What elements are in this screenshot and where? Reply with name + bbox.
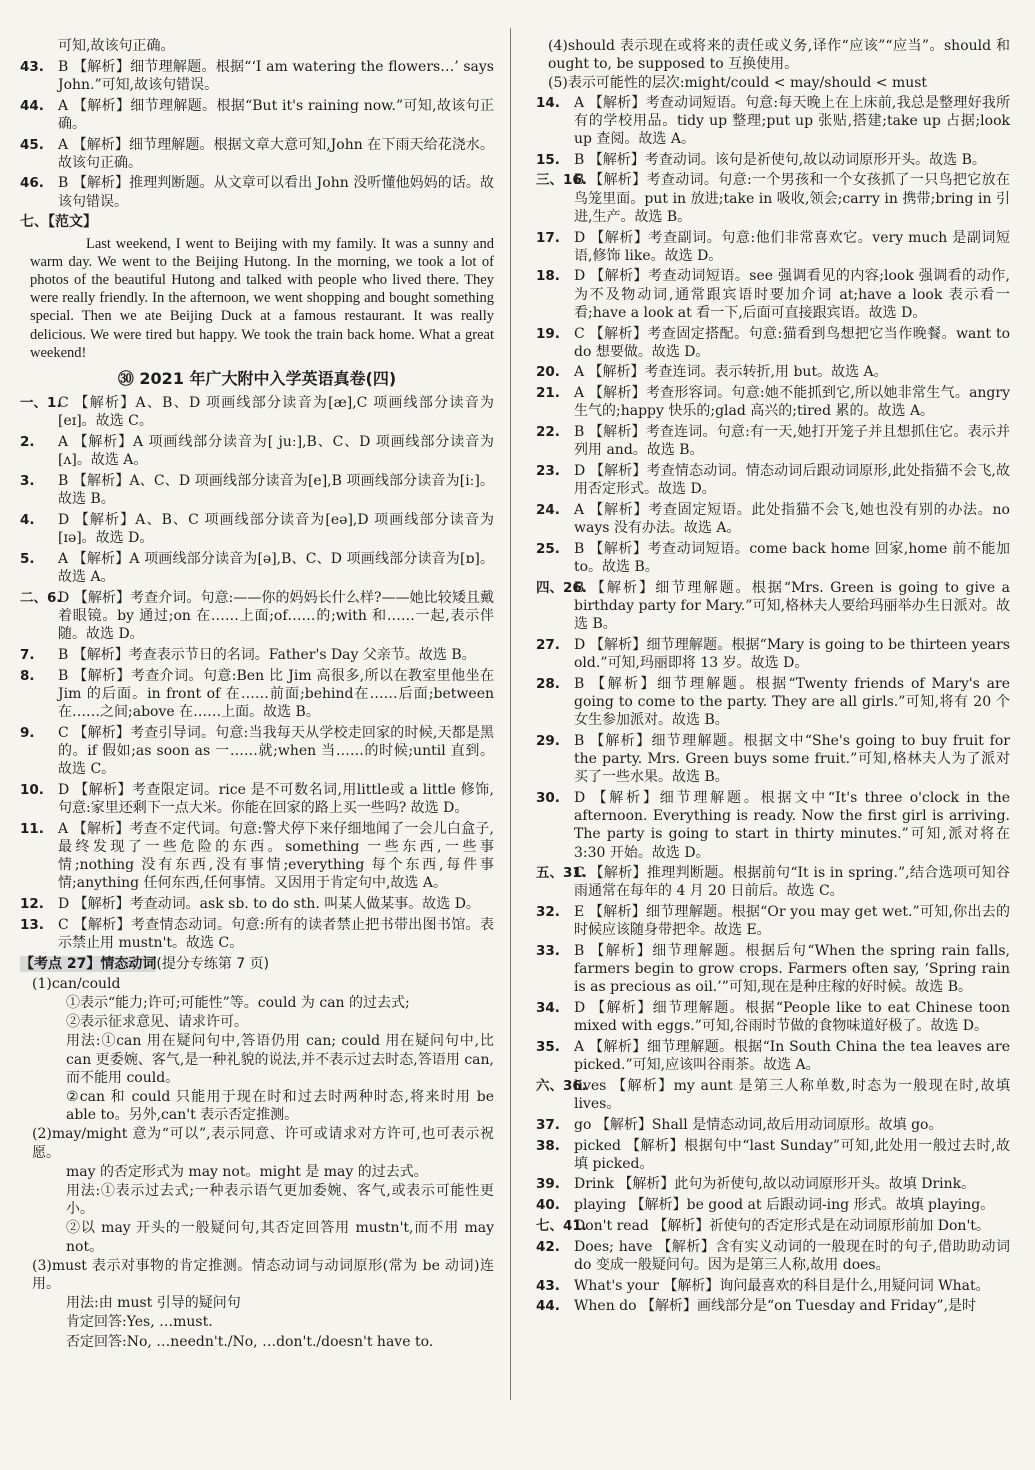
item-text: B 【解析】推理判断题。从文章可以看出 John 没听懂他妈妈的话。故该句错误。	[58, 175, 494, 210]
knowledge-point-note: (提分专练第 7 页)	[156, 955, 270, 972]
knowledge-point-line: (5)表示可能性的层次:might/could < may/should < must	[548, 75, 928, 92]
item-number: 五、31.	[536, 865, 587, 882]
item-number: 32.	[536, 904, 560, 921]
item-number: 14.	[536, 94, 560, 111]
item-number: 30.	[536, 789, 560, 806]
answer-item	[536, 675, 1010, 730]
section-heading: 七、【范文】	[20, 214, 97, 231]
knowledge-point-line: may 的否定形式为 may not。might 是 may 的过去式。	[66, 1163, 428, 1180]
item-number: 20.	[536, 364, 560, 381]
knowledge-point-label: 【考点 27】情态动词	[20, 955, 157, 972]
item-text: B 【解析】细节理解题。根据“Twenty friends of Mary's are going to come to the party. They are all girls.”可知,将有 20 个女生参加派对。故选 B。	[574, 675, 1010, 729]
answer-item	[536, 171, 1010, 226]
item-number: 28.	[536, 675, 560, 692]
item-text: What's your 【解析】询问最喜欢的科目是什么,用疑问词 What。	[574, 1277, 990, 1294]
answer-item	[536, 540, 1010, 576]
item-number: 25.	[536, 540, 560, 557]
answer-item	[536, 942, 1010, 997]
item-text: D 【解析】考查情态动词。情态动词后跟动词原形,此处指猫不会飞,故用否定形式。故选 D。	[574, 462, 1010, 498]
item-text: playing 【解析】be good at 后跟动词-ing 形式。故填 playing。	[574, 1197, 995, 1214]
item-text: A 【解析】细节理解题。根据文章大意可知,John 在下雨天给花浇水。故该句正确。	[58, 136, 494, 171]
answer-item	[536, 1196, 1010, 1214]
answer-item	[536, 1116, 1010, 1134]
answer-item	[536, 1277, 1010, 1295]
answer-item	[20, 433, 494, 469]
item-number: 9.	[20, 724, 35, 741]
continuation-text: 可知,故该句正确。	[58, 38, 175, 54]
item-number: 4.	[20, 511, 35, 528]
answer-item	[536, 229, 1010, 265]
item-text: A 【解析】考查形容词。句意:她不能抓到它,所以她非常生气。angry 生气的;happy 快乐的;glad 高兴的;tired 累的。故选 A。	[574, 385, 1010, 420]
item-text: B 【解析】A、C、D 项画线部分读音为[e],B 项画线部分读音为[iː]。故选 B。	[58, 472, 494, 508]
item-text: A 【解析】考查固定短语。此处指猫不会飞,她也没有别的办法。no ways 没有办法。故选 A。	[574, 501, 1010, 537]
item-number: 3.	[20, 472, 35, 489]
answer-item	[20, 511, 494, 547]
item-text: A 【解析】细节理解题。根据“In South China the tea leaves are picked.”可知,应该叫谷雨茶。故选 A。	[574, 1039, 1010, 1074]
item-text: A 【解析】考查连词。表示转折,用 but。故选 A。	[574, 364, 888, 381]
item-number: 39.	[536, 1176, 560, 1193]
answer-item	[536, 579, 1010, 634]
item-number: 七、41.	[536, 1217, 587, 1234]
knowledge-point-line: (3)must 表示对事物的肯定推测。情态动词与动词原形(常为 be 动词)连用。	[32, 1257, 494, 1292]
item-text: When do 【解析】画线部分是“on Tuesday and Friday”,是时	[574, 1298, 977, 1315]
item-number: 10.	[20, 781, 44, 798]
item-text: D 【解析】考查介词。句意:——你的妈妈长什么样?——她比较矮且戴着眼镜。by 通过;on 在……上面;of……的;with 和……一起,表示伴随。故选 D。	[58, 589, 494, 643]
item-text: Don't read 【解析】祈使句的否定形式是在动词原形前加 Don't。	[574, 1217, 990, 1234]
item-number: 43.	[20, 58, 44, 75]
knowledge-point-line: (2)may/might 意为“可以”,表示同意、许可或请求对方许可,也可表示祝愿。	[32, 1126, 494, 1161]
answer-item	[20, 136, 494, 172]
column-divider	[510, 28, 511, 1400]
item-text: lives 【解析】my aunt 是第三人称单数,时态为一般现在时,故填 lives。	[574, 1077, 1010, 1113]
item-text: B 【解析】细节理解题。根据后句“When the spring rain falls, farmers begin to grow crops. Farmers often say, ‘Spring rain is as precious as oil.’”可知,现在是种庄稼的好时候。故选 B。	[574, 943, 1010, 996]
item-number: 35.	[536, 1039, 560, 1056]
answer-item	[536, 1217, 1010, 1235]
knowledge-point-line: ②表示征求意见、请求许可。	[66, 1014, 248, 1031]
answer-item	[536, 1297, 1010, 1315]
item-text: D 【解析】细节理解题。根据“Mary is going to be thirteen years old.”可知,玛丽即将 13 岁。故选 D。	[574, 636, 1010, 671]
answer-item	[20, 646, 494, 664]
answer-item	[20, 97, 494, 133]
item-text: E 【解析】细节理解题。根据“Or you may get wet.”可知,你出去的时候应该随身带把伞。故选 E。	[574, 904, 1010, 939]
item-number: 44.	[536, 1298, 560, 1315]
item-number: 33.	[536, 943, 560, 960]
item-number: 5.	[20, 550, 35, 567]
item-number: 29.	[536, 732, 560, 749]
knowledge-point-line: 否定回答:No, …needn't./No, …don't./doesn't have to.	[66, 1333, 434, 1350]
answer-item	[536, 423, 1010, 459]
answer-item	[20, 781, 494, 817]
item-text: Drink 【解析】此句为祈使句,故以动词原形开头。故填 Drink。	[574, 1176, 976, 1193]
item-text: D 【解析】考查副词。句意:他们非常喜欢它。very much 是副词短语,修饰 like。故选 D。	[574, 229, 1010, 264]
item-number: 27.	[536, 636, 560, 653]
answer-item	[536, 151, 1010, 169]
model-essay: Last weekend, I went to Beijing with my family. It was a sunny and warm day. We went to the Beijing Hutong. In the morning, we took a lot of photos of the beautiful Hutong and talked with people who lived there. They were really friendly. In the afternoon, we went shopping and bought something special. Then we ate Beijing Duck at a famous restaurant. It was really delicious. We were tired but happy. We took the train back home. What a great weekend!	[30, 235, 494, 361]
item-number: 二、6.	[20, 589, 62, 606]
item-number: 8.	[20, 667, 35, 684]
item-number: 34.	[536, 1000, 560, 1017]
answer-item	[20, 820, 494, 893]
answer-item	[536, 789, 1010, 862]
knowledge-point-line: ①表示“能力;许可;可能性”等。could 为 can 的过去式;	[66, 994, 410, 1011]
answer-item	[20, 58, 494, 94]
left-column	[20, 37, 494, 1352]
item-text: A 【解析】A 项画线部分读音为[ə],B、C、D 项画线部分读音为[ɒ]。故选 A。	[58, 550, 494, 585]
item-number: 45.	[20, 136, 44, 153]
item-text: C 【解析】考查情态动词。句意:所有的读者禁止把书带出图书馆。表示禁止用 mustn't。故选 C。	[58, 916, 494, 951]
answer-item	[536, 1038, 1010, 1074]
item-text: B 【解析】考查介词。句意:Ben 比 Jim 高很多,所以在教室里他坐在 Jim 的后面。in front of 在……前面;behind在……后面;between 在……之间;above 在……上面。故选 B。	[58, 667, 494, 720]
item-number: 46.	[20, 175, 44, 192]
item-text: D 【解析】考查限定词。rice 是不可数名词,用little或 a little 修饰,句意:家里还剩下一点大米。你能在回家的路上买一些吗? 故选 D。	[58, 781, 494, 816]
item-number: 三、16.	[536, 172, 587, 189]
item-text: D 【解析】A、B、C 项画线部分读音为[eə],D 项画线部分读音为[ɪə]。故选 D。	[58, 511, 494, 547]
answer-item	[20, 174, 494, 210]
answer-item	[536, 94, 1010, 149]
answer-item	[536, 363, 1010, 381]
item-number: 37.	[536, 1116, 560, 1133]
answer-item	[20, 472, 494, 508]
knowledge-point-line: 肯定回答:Yes, …must.	[66, 1314, 213, 1331]
right-column	[536, 37, 1010, 1318]
answer-item	[20, 550, 494, 586]
item-text: A 【解析】细节理解题。根据“But it's raining now.”可知,故该句正确。	[58, 97, 494, 132]
item-text: B 【解析】考查连词。句意:有一天,她打开笼子并且想抓住它。表示并列用 and。故选 B。	[574, 424, 1010, 459]
item-number: 18.	[536, 268, 560, 285]
knowledge-point-line: ②can 和 could 只能用于现在时和过去时两种时态,将来时用 be able to。另外,can't 表示否定推测。	[66, 1088, 494, 1124]
item-text: D 【解析】考查动词。ask sb. to do sth. 叫某人做某事。故选 D。	[58, 895, 480, 912]
answer-item	[536, 1077, 1010, 1113]
item-text: C 【解析】A、B、D 项画线部分读音为[æ],C 项画线部分读音为[eɪ]。故选 C。	[58, 395, 494, 430]
item-number: 44.	[20, 97, 44, 114]
item-text: B 【解析】考查动词短语。come back home 回家,home 前不能加 to。故选 B。	[574, 540, 1010, 575]
knowledge-point-line: 用法:①表示过去式;一种表示语气更加委婉、客气,或表示可能性更小。	[66, 1182, 494, 1218]
knowledge-point-line: 用法:由 must 引导的疑问句	[66, 1295, 241, 1312]
item-number: 12.	[20, 895, 44, 912]
knowledge-point-line: (4)should 表示现在或将来的责任或义务,译作“应该”“应当”。should 和 ought to, be supposed to 互换使用。	[548, 38, 1010, 73]
answer-item	[536, 864, 1010, 900]
answer-item	[20, 724, 494, 779]
answer-item	[536, 732, 1010, 787]
item-number: 43.	[536, 1277, 560, 1294]
item-number: 38.	[536, 1137, 560, 1154]
item-number: 40.	[536, 1197, 560, 1214]
item-text: D 【解析】细节理解题。根据文中“It's three o'clock in the afternoon. Everything is ready. Now the first girl is arriving. The party is going to start in thirty minutes.”可知,派对将在 3:30 开始。故选 D。	[574, 789, 1010, 861]
answer-item	[536, 903, 1010, 939]
item-text: A 【解析】A 项画线部分读音为[ juː],B、C、D 项画线部分读音为[ʌ]。故选 A。	[58, 434, 494, 469]
answer-item	[20, 589, 494, 644]
answer-item	[20, 895, 494, 913]
knowledge-point-line: (1)can/could	[32, 975, 121, 992]
item-text: go 【解析】Shall 是情态动词,故后用动词原形。故填 go。	[574, 1116, 943, 1133]
item-text: A 【解析】考查不定代词。句意:警犬停下来仔细地闻了一会儿白盒子,最终发现了一些危险的东西。something 一些东西,一些事情;nothing 没有东西,没有事情;everything 每个东西,每件事情;anything 任何东西,任何事情。又因用于肯定句中,故选 A。	[58, 820, 494, 892]
answer-item	[536, 1175, 1010, 1193]
knowledge-point-header	[20, 955, 494, 973]
item-text: C 【解析】推理判断题。根据前句“It is in spring.”,结合选项可知谷雨通常在每年的 4 月 20 日前后。故选 C。	[574, 865, 1010, 900]
item-number: 13.	[20, 916, 44, 933]
answer-item	[20, 667, 494, 722]
answer-item	[536, 636, 1010, 672]
item-number: 7.	[20, 646, 35, 663]
answer-item	[536, 325, 1010, 361]
knowledge-point-line: ②以 may 开头的一般疑问句,其否定回答用 mustn't,而不用 may not。	[66, 1220, 494, 1255]
answer-item	[20, 916, 494, 952]
item-number: 四、26.	[536, 579, 587, 596]
item-text: B 【解析】考查动词。句意:一个男孩和一个女孩抓了一只鸟把它放在鸟笼里面。put in 放进;take in 吸收,领会;carry in 携带;bring in 引进,生产。故选 B。	[574, 172, 1010, 225]
answer-item	[20, 394, 494, 430]
item-number: 24.	[536, 501, 560, 518]
answer-item	[536, 384, 1010, 420]
item-number: 2.	[20, 434, 35, 451]
item-number: 六、36.	[536, 1077, 587, 1094]
item-text: B 【解析】考查表示节日的名词。Father's Day 父亲节。故选 B。	[58, 646, 476, 663]
answer-item	[536, 1137, 1010, 1173]
item-text: B 【解析】细节理解题。根据“Mrs. Green is going to give a birthday party for Mary.”可知,格林夫人要给玛丽举办生日派对。故选 B。	[574, 579, 1010, 633]
answer-item	[536, 267, 1010, 322]
item-number: 19.	[536, 325, 560, 342]
item-text: B 【解析】考查动词。该句是祈使句,故以动词原形开头。故选 B。	[574, 151, 986, 168]
item-number: 23.	[536, 462, 560, 479]
item-text: B 【解析】细节理解题。根据文中“She's going to buy fruit for the party. Mrs. Green buys some fruit.”可知,格林夫人为了派对买了一些水果。故选 B。	[574, 732, 1010, 786]
item-text: C 【解析】考查固定搭配。句意:猫看到鸟想把它当作晚餐。want to do 想要做。故选 D。	[574, 325, 1010, 360]
item-text: D 【解析】考查动词短语。see 强调看见的内容;look 强调看的动作,为不及物动词,通常跟宾语时要加介词 at;have a look 表示看一看;have a look at 看一下,后面可直接跟宾语。故选 D。	[574, 268, 1010, 321]
item-number: 22.	[536, 424, 560, 441]
item-number: 21.	[536, 385, 560, 402]
item-text: C 【解析】考查引导词。句意:当我每天从学校走回家的时候,天都是黑的。if 假如;as soon as 一……就;when 当……的时候;until 直到。故选 C。	[58, 724, 494, 778]
item-text: D 【解析】细节理解题。根据“People like to eat Chinese toon mixed with eggs.”可知,谷雨时节做的食物味道好极了。故选 D。	[574, 1000, 1010, 1035]
answer-item	[536, 501, 1010, 537]
knowledge-point-line: 用法:①can 用在疑问句中,答语仍用 can; could 用在疑问句中,比 can 更委婉、客气,是一种礼貌的说法,并不表示过去时态,答语用 can,而不能用 could。	[66, 1033, 494, 1086]
item-number: 一、1.	[20, 395, 62, 412]
item-number: 11.	[20, 820, 44, 837]
answer-item	[536, 999, 1010, 1035]
answer-item	[536, 462, 1010, 498]
exam-title: ㉚ 2021 年广大附中入学英语真卷(四)	[117, 368, 397, 388]
item-number: 17.	[536, 229, 560, 246]
item-number: 42.	[536, 1238, 560, 1255]
item-text: picked 【解析】根据句中“last Sunday”可知,此处用一般过去时,故填 picked。	[574, 1137, 1010, 1172]
item-text: A 【解析】考查动词短语。句意:每天晚上在上床前,我总是整理好我所有的学校用品。tidy up 整理;put up 张贴,搭建;take up 占据;look up 查阅。故选 A。	[574, 94, 1010, 148]
item-text: B 【解析】细节理解题。根据“‘I am watering the flowers…’ says John.”可知,故该句错误。	[58, 58, 494, 93]
answer-item	[536, 1238, 1010, 1274]
item-number: 15.	[536, 151, 560, 168]
item-text: Does; have 【解析】含有实义动词的一般现在时的句子,借助助动词 do 变成一般疑问句。因为是第三人称,故用 does。	[574, 1238, 1010, 1273]
